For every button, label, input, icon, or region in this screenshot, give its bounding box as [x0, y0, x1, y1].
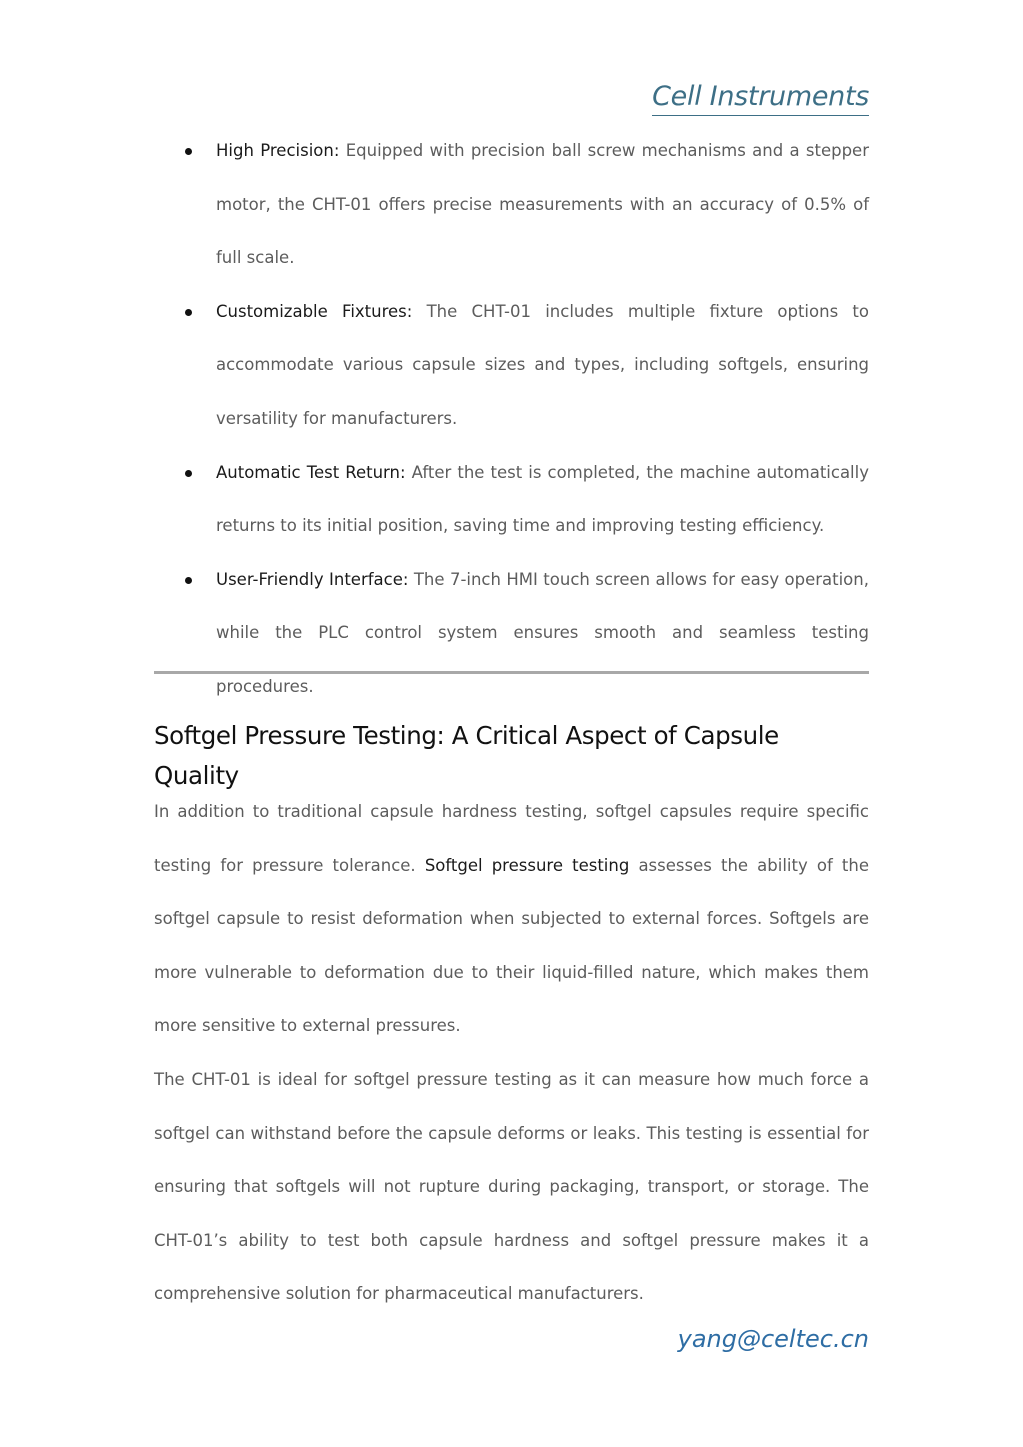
feature-item-user-friendly-interface: [154, 553, 869, 714]
feature-item-high-precision: [154, 124, 869, 285]
softgel-pressure-testing-link[interactable]: Softgel pressure testing: [424, 855, 630, 875]
feature-term: High Precision:: [216, 141, 340, 160]
feature-term: Automatic Test Return:: [216, 462, 406, 482]
feature-term: User-Friendly Interface:: [216, 569, 409, 589]
paragraph-text: In addition to traditional capsule hardness testing, softgel capsules require specific testing for pressure tolerance.: [154, 802, 869, 875]
feature-text: The CHT-01 includes multiple fixture options to accommodate various capsule sizes and types, including softgels, ensuring versatility for manufacturers.: [216, 301, 869, 428]
feature-list: [154, 124, 869, 714]
contact-email[interactable]: yang@celtec.cn: [677, 1325, 869, 1353]
brand-header: Cell Instruments: [652, 80, 869, 116]
paragraph-text: assesses the ability of the softgel capsule to resist deformation when subjected to external forces. Softgels are more vulnerable to deformation due to their liquid-filled nature, which makes them more sensitive to external pressures.: [154, 855, 869, 1036]
bullet-icon: [185, 577, 192, 584]
feature-item-customizable-fixtures: [154, 285, 869, 446]
feature-text: Equipped with precision ball screw mechanisms and a stepper motor, the CHT-01 offers precise measurements with an accuracy of 0.5% of full scale.: [216, 141, 869, 268]
paragraph-cht01-ideal: The CHT-01 is ideal for softgel pressure testing as it can measure how much force a softgel can withstand before the capsule deforms or leaks. This testing is essential for ensuring that softgels will not rupture during packaging, transport, or storage. The CHT-01’s ability to test both capsule hardness and softgel pressure makes it a comprehensive solution for pharmaceutical manufacturers.: [154, 1070, 869, 1304]
feature-text: The 7-inch HMI touch screen allows for easy operation, while the PLC control system ensures smooth and seamless testing procedures.: [216, 569, 869, 696]
feature-term: Customizable Fixtures:: [216, 301, 413, 321]
feature-text: After the test is completed, the machine automatically returns to its initial position, saving time and improving testing efficiency.: [216, 462, 869, 536]
bullet-icon: [185, 148, 192, 155]
section-heading: Softgel Pressure Testing: A Critical Aspect of Capsule Quality: [154, 721, 779, 790]
feature-item-automatic-test-return: [154, 446, 869, 553]
bullet-icon: [185, 309, 192, 316]
section-divider: [154, 671, 869, 674]
bullet-icon: [185, 470, 192, 477]
paragraph-pressure-testing-intro: [154, 785, 869, 1053]
